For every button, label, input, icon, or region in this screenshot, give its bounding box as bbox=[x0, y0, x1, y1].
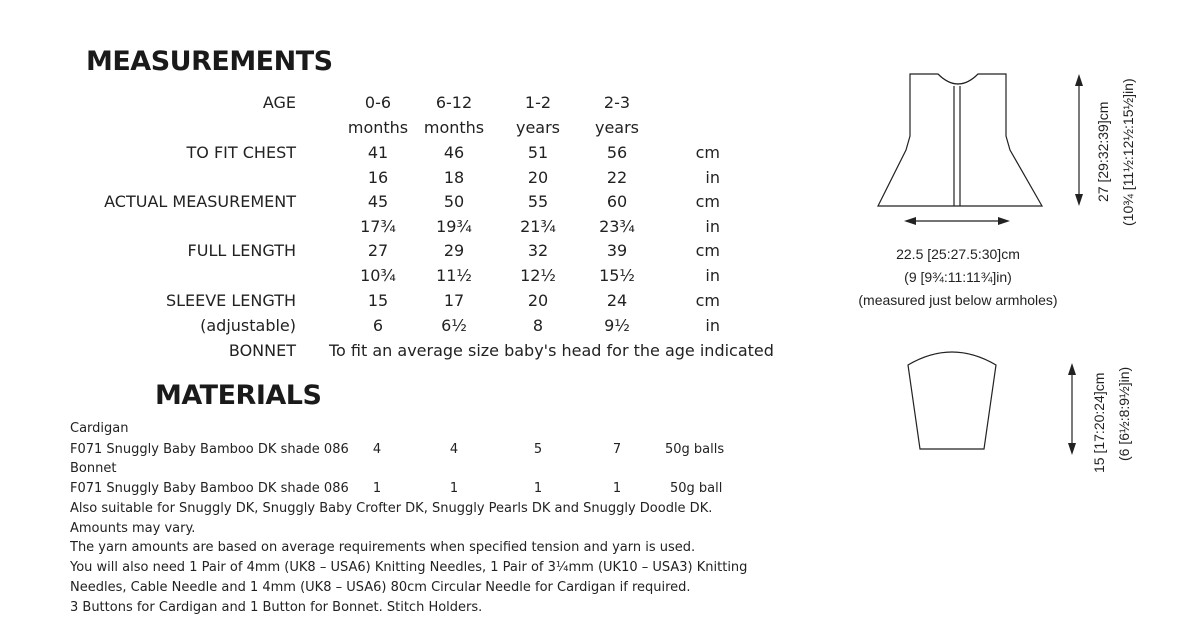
value-cell: 8 bbox=[532, 316, 544, 335]
bonnet-yarn: F071 Snuggly Baby Bamboo DK shade 086 bbox=[70, 481, 349, 496]
value-cell: 1-2 bbox=[524, 93, 552, 112]
value-cell: 22 bbox=[606, 168, 628, 187]
value-cell: 0-6 bbox=[364, 93, 392, 112]
arrow-head bbox=[1075, 194, 1083, 206]
amount-unit: 50g ball bbox=[670, 481, 723, 496]
materials-heading: MATERIALS bbox=[155, 380, 322, 411]
unit-cell: in bbox=[705, 316, 720, 335]
unit-cell: in bbox=[705, 168, 720, 187]
arrow-head bbox=[1068, 443, 1076, 455]
row-label-full-length: FULL LENGTH bbox=[187, 241, 296, 260]
cardigan-neckline bbox=[938, 74, 978, 84]
value-cell: 32 bbox=[527, 241, 549, 260]
amount-cell: 1 bbox=[372, 481, 382, 496]
amount-cell: 4 bbox=[449, 442, 459, 457]
value-cell: 16 bbox=[367, 168, 389, 187]
arrow-head bbox=[904, 217, 916, 225]
value-cell: 50 bbox=[443, 192, 465, 211]
value-cell: 27 bbox=[367, 241, 389, 260]
cardigan-yarn: F071 Snuggly Baby Bamboo DK shade 086 bbox=[70, 442, 349, 457]
row-label-adjustable: (adjustable) bbox=[200, 316, 296, 335]
amount-cell: 1 bbox=[612, 481, 622, 496]
unit-cell: cm bbox=[695, 192, 720, 211]
bonnet-length-in: (6 [6½:8:9½]in) bbox=[1116, 366, 1132, 461]
unit-cell: cm bbox=[695, 241, 720, 260]
cardigan-width-note: (measured just below armholes) bbox=[858, 292, 1058, 308]
cardigan-width-cm: 22.5 [25:27.5:30]cm bbox=[896, 246, 1020, 262]
note-line: You will also need 1 Pair of 4mm (UK8 – USA6) Knitting Needles, 1 Pair of 3¼mm (UK10 – USA3) Knitting bbox=[70, 560, 748, 575]
cardigan-label: Cardigan bbox=[70, 421, 129, 436]
value-cell: 29 bbox=[443, 241, 465, 260]
value-cell: 46 bbox=[443, 143, 465, 162]
value-cell: 10¾ bbox=[360, 266, 396, 285]
note-line: Amounts may vary. bbox=[70, 521, 196, 536]
value-cell: 39 bbox=[606, 241, 628, 260]
cardigan-length-cm: 27 [29:32:39]cm bbox=[1095, 101, 1111, 202]
value-cell: years bbox=[515, 118, 561, 137]
note-line: The yarn amounts are based on average requirements when specified tension and yarn is used. bbox=[70, 540, 696, 555]
value-cell: 60 bbox=[606, 192, 628, 211]
value-cell: 20 bbox=[527, 291, 549, 310]
value-cell: 56 bbox=[606, 143, 628, 162]
amount-cell: 1 bbox=[449, 481, 459, 496]
amount-cell: 1 bbox=[533, 481, 543, 496]
value-cell: 6-12 bbox=[435, 93, 473, 112]
cardigan-diagram bbox=[860, 60, 1120, 240]
bonnet-label: Bonnet bbox=[70, 461, 117, 476]
value-cell: 6½ bbox=[441, 316, 467, 335]
bonnet-diagram bbox=[900, 345, 1090, 460]
bonnet-length-cm: 15 [17:20:24]cm bbox=[1091, 372, 1107, 473]
note-line: Also suitable for Snuggly DK, Snuggly Baby Crofter DK, Snuggly Pearls DK and Snuggly Doodle DK. bbox=[70, 501, 713, 516]
value-cell: 17 bbox=[443, 291, 465, 310]
value-cell: 19¾ bbox=[436, 217, 472, 236]
value-cell: 45 bbox=[367, 192, 389, 211]
value-cell: months bbox=[423, 118, 485, 137]
value-cell: 12½ bbox=[520, 266, 556, 285]
value-cell: 2-3 bbox=[603, 93, 631, 112]
note-line: 3 Buttons for Cardigan and 1 Button for Bonnet. Stitch Holders. bbox=[70, 600, 483, 615]
row-label-actual: ACTUAL MEASUREMENT bbox=[104, 192, 296, 211]
value-cell: 11½ bbox=[436, 266, 472, 285]
value-cell: months bbox=[347, 118, 409, 137]
value-cell: 41 bbox=[367, 143, 389, 162]
value-cell: 18 bbox=[443, 168, 465, 187]
row-label-bonnet: BONNET bbox=[228, 341, 296, 360]
amount-unit: 50g balls bbox=[665, 442, 725, 457]
row-label-sleeve: SLEEVE LENGTH bbox=[165, 291, 296, 310]
arrow-head bbox=[998, 217, 1010, 225]
arrow-head bbox=[1068, 363, 1076, 375]
value-cell: 23¾ bbox=[599, 217, 635, 236]
measurements-heading: MEASUREMENTS bbox=[86, 46, 333, 77]
value-cell: 24 bbox=[606, 291, 628, 310]
value-cell: 15½ bbox=[599, 266, 635, 285]
unit-cell: cm bbox=[695, 291, 720, 310]
arrow-head bbox=[1075, 74, 1083, 86]
note-line: Needles, Cable Needle and 1 4mm (UK8 – USA6) 80cm Circular Needle for Cardigan if required. bbox=[70, 580, 691, 595]
bonnet-fit-text: To fit an average size baby's head for the age indicated bbox=[329, 341, 774, 360]
unit-cell: in bbox=[705, 217, 720, 236]
value-cell: 17¾ bbox=[360, 217, 396, 236]
value-cell: 20 bbox=[527, 168, 549, 187]
cardigan-width-in: (9 [9¾:11:11¾]in) bbox=[904, 269, 1012, 285]
unit-cell: cm bbox=[695, 143, 720, 162]
value-cell: 15 bbox=[367, 291, 389, 310]
amount-cell: 5 bbox=[533, 442, 543, 457]
value-cell: 6 bbox=[372, 316, 384, 335]
cardigan-length-in: (10¾ [11½:12½:15½]in) bbox=[1120, 78, 1136, 226]
value-cell: 9½ bbox=[604, 316, 630, 335]
amount-cell: 7 bbox=[612, 442, 622, 457]
bonnet-outline bbox=[908, 352, 996, 449]
row-label-chest: TO FIT CHEST bbox=[186, 143, 296, 162]
row-label-age: AGE bbox=[262, 93, 296, 112]
value-cell: 55 bbox=[527, 192, 549, 211]
amount-cell: 4 bbox=[372, 442, 382, 457]
value-cell: 21¾ bbox=[520, 217, 556, 236]
value-cell: years bbox=[594, 118, 640, 137]
unit-cell: in bbox=[705, 266, 720, 285]
value-cell: 51 bbox=[527, 143, 549, 162]
